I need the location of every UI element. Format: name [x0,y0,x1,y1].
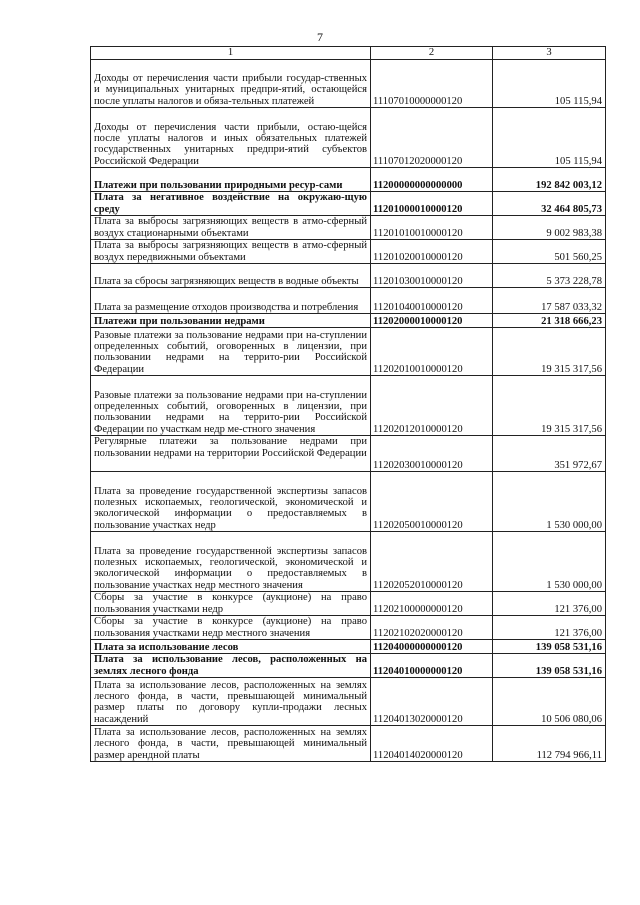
row-amount-cell: 112 794 966,11 [493,726,606,762]
row-code-cell: 11202030010000120 [371,436,493,472]
row-amount-cell: 17 587 033,32 [493,288,606,314]
table-body [91,60,606,762]
row-amount-cell: 351 972,67 [493,436,606,472]
table-row [91,726,606,762]
row-amount-cell: 21 318 666,23 [493,314,606,328]
row-amount-cell: 501 560,25 [493,240,606,264]
row-name-cell: Плата за проведение государственной экспертизы запасов полезных ископаемых, геологической, экономической и экологической информации о предоставляемых в пользование участках недр местного значения [91,532,371,592]
table-row [91,314,606,328]
table-row [91,168,606,192]
row-name-cell: Плата за сбросы загрязняющих веществ в водные объекты [91,264,371,288]
row-code-cell: 11202000010000120 [371,314,493,328]
row-name-cell: Плата за проведение государственной экспертизы запасов полезных ископаемых, геологической, экономической и экологической информации о предоставляемых в пользование участках недр [91,472,371,532]
row-code-cell: 11202050010000120 [371,472,493,532]
table-row [91,592,606,616]
row-name-cell: Платежи при пользовании недрами [91,314,371,328]
table-row [91,616,606,640]
table-row [91,328,606,376]
table-row [91,532,606,592]
column-header-name: 1 [91,47,371,60]
row-code-cell: 11204014020000120 [371,726,493,762]
column-header-code: 2 [371,47,493,60]
row-code-cell: 11201040010000120 [371,288,493,314]
table-row [91,192,606,216]
table-row [91,654,606,678]
row-amount-cell: 105 115,94 [493,108,606,168]
row-code-cell: 11202012010000120 [371,376,493,436]
row-code-cell: 11204013020000120 [371,678,493,726]
row-code-cell: 11201010010000120 [371,216,493,240]
row-name-cell: Плата за выбросы загрязняющих веществ в атмо-сферный воздух передвижными объектами [91,240,371,264]
row-name-cell: Плата за выбросы загрязняющих веществ в атмо-сферный воздух стационарными объектами [91,216,371,240]
row-amount-cell: 9 002 983,38 [493,216,606,240]
row-name-cell: Плата за размещение отходов производства и потребления [91,288,371,314]
table-header-row [91,47,606,60]
table-row [91,436,606,472]
row-amount-cell: 192 842 003,12 [493,168,606,192]
row-name-cell: Плата за использование лесов, расположенных на землях лесного фонда, в части, превышающей минимальный размер арендной платы [91,726,371,762]
table-row [91,108,606,168]
row-amount-cell: 1 530 000,00 [493,472,606,532]
row-name-cell: Платежи при пользовании природными ресур-сами [91,168,371,192]
row-amount-cell: 10 506 080,06 [493,678,606,726]
row-code-cell: 11201000010000120 [371,192,493,216]
budget-revenue-table [90,46,606,762]
row-amount-cell: 1 530 000,00 [493,532,606,592]
table-row [91,240,606,264]
row-code-cell: 11200000000000000 [371,168,493,192]
row-code-cell: 11107012020000120 [371,108,493,168]
column-header-amount: 3 [493,47,606,60]
table-row [91,376,606,436]
row-amount-cell: 19 315 317,56 [493,328,606,376]
row-name-cell: Плата за негативное воздействие на окружаю-щую среду [91,192,371,216]
row-amount-cell: 139 058 531,16 [493,640,606,654]
table-row [91,264,606,288]
row-name-cell: Плата за использование лесов [91,640,371,654]
table-row [91,472,606,532]
row-code-cell: 11107010000000120 [371,60,493,108]
table-row [91,288,606,314]
row-name-cell: Разовые платежи за пользование недрами при на-ступлении определенных событий, оговоренных в лицензии, при пользовании недрами на террито-рии Российской Федерации по участкам недр ме-стного значения [91,376,371,436]
row-amount-cell: 19 315 317,56 [493,376,606,436]
row-name-cell: Регулярные платежи за пользование недрами при пользовании недрами на территории Российской Федерации [91,436,371,472]
row-amount-cell: 32 464 805,73 [493,192,606,216]
row-code-cell: 11201020010000120 [371,240,493,264]
row-code-cell: 11201030010000120 [371,264,493,288]
row-name-cell: Доходы от перечисления части прибыли, остаю-щейся после уплаты налогов и иных обязательных платежей государственных унитарных предпри-ятий субъектов Российской Федерации [91,108,371,168]
row-name-cell: Плата за использование лесов, расположенных на землях лесного фонда, в части, превышающей минимальный размер платы по договору купли-продажи лесных насаждений [91,678,371,726]
row-amount-cell: 121 376,00 [493,592,606,616]
page-number: 7 [317,30,323,44]
row-name-cell: Сборы за участие в конкурсе (аукционе) на право пользования участками недр местного значения [91,616,371,640]
row-code-cell: 11202052010000120 [371,532,493,592]
row-code-cell: 11202010010000120 [371,328,493,376]
row-amount-cell: 105 115,94 [493,60,606,108]
row-code-cell: 11202100000000120 [371,592,493,616]
row-amount-cell: 5 373 228,78 [493,264,606,288]
table-row [91,678,606,726]
row-code-cell: 11204010000000120 [371,654,493,678]
table-row [91,216,606,240]
row-name-cell: Плата за использование лесов, расположенных на землях лесного фонда [91,654,371,678]
row-name-cell: Доходы от перечисления части прибыли государ-ственных и муниципальных унитарных предпри-ятий, остающейся после уплаты налогов и обяза-тельных платежей [91,60,371,108]
row-amount-cell: 121 376,00 [493,616,606,640]
row-code-cell: 11202102020000120 [371,616,493,640]
row-name-cell: Разовые платежи за пользование недрами при на-ступлении определенных событий, оговоренных в лицензии, при пользовании недрами на террито-рии Российской Федерации [91,328,371,376]
table-row [91,60,606,108]
table-row [91,640,606,654]
row-name-cell: Сборы за участие в конкурсе (аукционе) на право пользования участками недр [91,592,371,616]
row-code-cell: 11204000000000120 [371,640,493,654]
row-amount-cell: 139 058 531,16 [493,654,606,678]
